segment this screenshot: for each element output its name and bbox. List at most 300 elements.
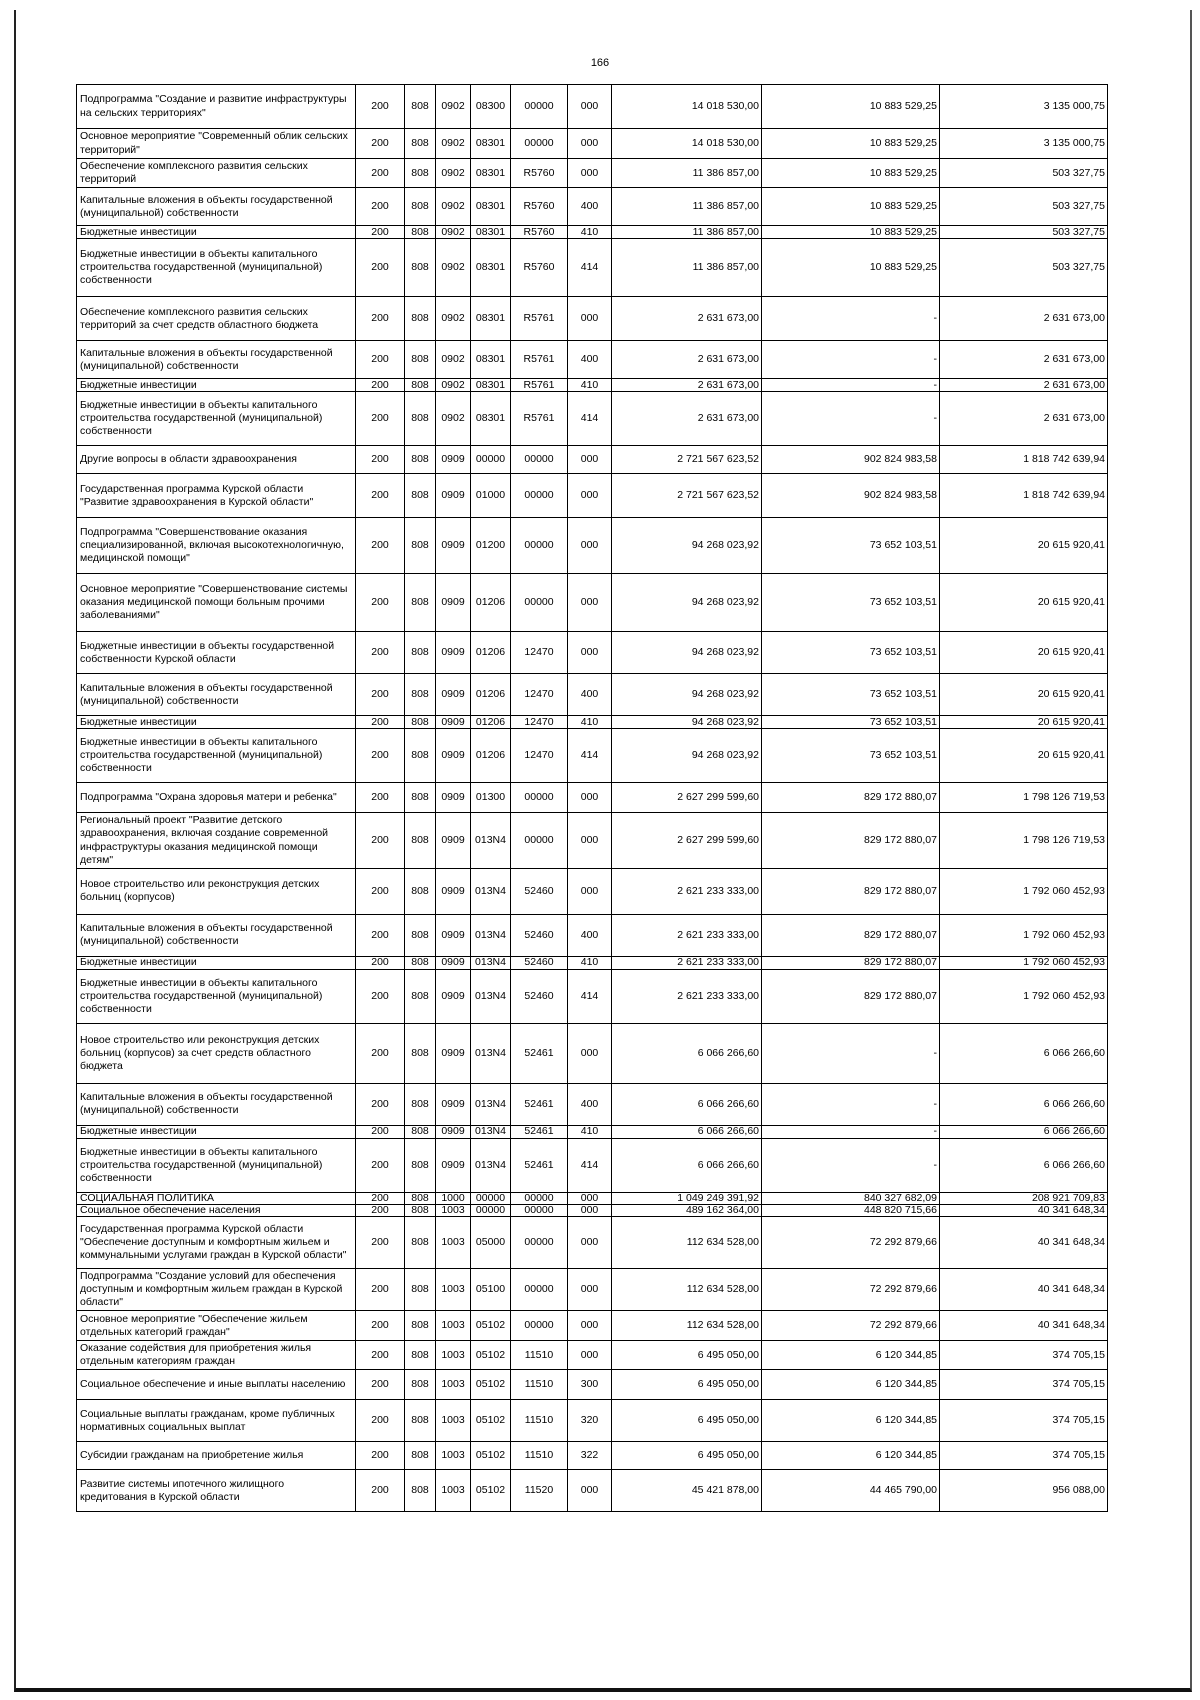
amount-remaining: 1 818 742 639,94	[940, 446, 1108, 474]
code-expense-type: 000	[568, 574, 612, 632]
amount-plan: 11 386 857,00	[612, 188, 762, 226]
amount-executed: 829 172 880,07	[762, 813, 940, 869]
row-name: Бюджетные инвестиции	[77, 1125, 356, 1138]
code-admin: 200	[356, 159, 405, 188]
amount-executed: -	[762, 392, 940, 446]
amount-plan: 489 162 364,00	[612, 1204, 762, 1216]
amount-plan: 14 018 530,00	[612, 129, 762, 159]
code-direction: 52460	[511, 956, 568, 969]
amount-executed: -	[762, 1138, 940, 1192]
code-admin: 200	[356, 297, 405, 341]
table-row	[77, 716, 1108, 729]
row-name: Подпрограмма "Создание условий для обеспечения доступным и комфортным жильем граждан в Курской области"	[77, 1268, 356, 1310]
code-expense-type: 000	[568, 632, 612, 674]
table-row	[77, 1400, 1108, 1442]
amount-remaining: 20 615 920,41	[940, 716, 1108, 729]
code-program: 00000	[471, 1204, 511, 1216]
amount-executed: 73 652 103,51	[762, 729, 940, 783]
code-section: 0902	[436, 392, 471, 446]
code-program: 01000	[471, 474, 511, 518]
code-ministry: 808	[405, 1370, 436, 1400]
code-expense-type: 300	[568, 1370, 612, 1400]
amount-remaining: 40 341 648,34	[940, 1268, 1108, 1310]
code-expense-type: 000	[568, 1192, 612, 1204]
table-row	[77, 1204, 1108, 1216]
code-program: 01300	[471, 783, 511, 813]
budget-table	[76, 84, 1108, 1512]
amount-remaining: 20 615 920,41	[940, 632, 1108, 674]
code-expense-type: 000	[568, 518, 612, 574]
amount-remaining: 2 631 673,00	[940, 297, 1108, 341]
code-admin: 200	[356, 1216, 405, 1268]
code-expense-type: 000	[568, 783, 612, 813]
code-ministry: 808	[405, 716, 436, 729]
row-name: Развитие системы ипотечного жилищного кредитования в Курской области	[77, 1470, 356, 1512]
amount-remaining: 503 327,75	[940, 188, 1108, 226]
code-program: 013N4	[471, 1138, 511, 1192]
code-expense-type: 410	[568, 1125, 612, 1138]
code-ministry: 808	[405, 85, 436, 129]
amount-plan: 2 621 233 333,00	[612, 956, 762, 969]
code-program: 05000	[471, 1216, 511, 1268]
amount-plan: 112 634 528,00	[612, 1311, 762, 1341]
code-admin: 200	[356, 188, 405, 226]
code-direction: 11510	[511, 1370, 568, 1400]
code-section: 0902	[436, 226, 471, 239]
code-ministry: 808	[405, 129, 436, 159]
code-section: 0909	[436, 914, 471, 956]
code-direction: 00000	[511, 574, 568, 632]
table-row	[77, 518, 1108, 574]
table-row	[77, 956, 1108, 969]
code-ministry: 808	[405, 574, 436, 632]
code-direction: 52461	[511, 1125, 568, 1138]
code-section: 0902	[436, 239, 471, 297]
amount-plan: 2 631 673,00	[612, 379, 762, 392]
amount-remaining: 20 615 920,41	[940, 674, 1108, 716]
amount-executed: 448 820 715,66	[762, 1204, 940, 1216]
amount-executed: -	[762, 297, 940, 341]
row-name: Социальное обеспечение населения	[77, 1204, 356, 1216]
code-admin: 200	[356, 868, 405, 914]
code-expense-type: 410	[568, 716, 612, 729]
code-section: 0909	[436, 674, 471, 716]
code-ministry: 808	[405, 518, 436, 574]
code-expense-type: 400	[568, 188, 612, 226]
code-direction: 52460	[511, 868, 568, 914]
table-row	[77, 297, 1108, 341]
code-admin: 200	[356, 341, 405, 379]
table-row	[77, 341, 1108, 379]
amount-plan: 2 621 233 333,00	[612, 868, 762, 914]
code-expense-type: 414	[568, 239, 612, 297]
code-program: 05100	[471, 1268, 511, 1310]
code-direction: 00000	[511, 1216, 568, 1268]
code-program: 05102	[471, 1442, 511, 1470]
row-name: Капитальные вложения в объекты государственной (муниципальной) собственности	[77, 914, 356, 956]
amount-remaining: 374 705,15	[940, 1370, 1108, 1400]
amount-plan: 2 627 299 599,60	[612, 813, 762, 869]
code-admin: 200	[356, 1192, 405, 1204]
code-expense-type: 400	[568, 674, 612, 716]
code-admin: 200	[356, 1341, 405, 1370]
code-ministry: 808	[405, 868, 436, 914]
amount-remaining: 208 921 709,83	[940, 1192, 1108, 1204]
table-row	[77, 674, 1108, 716]
code-program: 08300	[471, 85, 511, 129]
row-name: Государственная программа Курской области "Обеспечение доступным и комфортным жильем и коммунальными услугами граждан в Курской области"	[77, 1216, 356, 1268]
amount-remaining: 2 631 673,00	[940, 341, 1108, 379]
code-section: 0909	[436, 868, 471, 914]
amount-executed: 73 652 103,51	[762, 518, 940, 574]
code-program: 08301	[471, 392, 511, 446]
amount-remaining: 1 792 060 452,93	[940, 914, 1108, 956]
amount-remaining: 1 798 126 719,53	[940, 783, 1108, 813]
amount-executed: 829 172 880,07	[762, 969, 940, 1023]
code-section: 0902	[436, 341, 471, 379]
amount-remaining: 40 341 648,34	[940, 1311, 1108, 1341]
table-row	[77, 392, 1108, 446]
table-row	[77, 1311, 1108, 1341]
row-name: Государственная программа Курской области "Развитие здравоохранения в Курской области"	[77, 474, 356, 518]
code-expense-type: 000	[568, 1341, 612, 1370]
code-direction: 00000	[511, 813, 568, 869]
amount-executed: 902 824 983,58	[762, 446, 940, 474]
code-expense-type: 000	[568, 868, 612, 914]
code-direction: 11510	[511, 1341, 568, 1370]
code-admin: 200	[356, 969, 405, 1023]
table-row	[77, 129, 1108, 159]
table-row	[77, 1138, 1108, 1192]
code-section: 0909	[436, 446, 471, 474]
amount-plan: 2 631 673,00	[612, 297, 762, 341]
code-admin: 200	[356, 1138, 405, 1192]
amount-plan: 11 386 857,00	[612, 239, 762, 297]
amount-remaining: 1 792 060 452,93	[940, 969, 1108, 1023]
code-ministry: 808	[405, 392, 436, 446]
amount-remaining: 3 135 000,75	[940, 129, 1108, 159]
code-program: 013N4	[471, 956, 511, 969]
code-admin: 200	[356, 716, 405, 729]
code-program: 01206	[471, 716, 511, 729]
amount-plan: 2 721 567 623,52	[612, 474, 762, 518]
amount-executed: 6 120 344,85	[762, 1341, 940, 1370]
row-name: Оказание содействия для приобретения жилья отдельным категориям граждан	[77, 1341, 356, 1370]
amount-executed: 10 883 529,25	[762, 239, 940, 297]
amount-executed: 10 883 529,25	[762, 226, 940, 239]
table-row	[77, 1216, 1108, 1268]
code-section: 1003	[436, 1204, 471, 1216]
code-ministry: 808	[405, 1083, 436, 1125]
code-admin: 200	[356, 1400, 405, 1442]
code-ministry: 808	[405, 1341, 436, 1370]
code-section: 0909	[436, 969, 471, 1023]
code-ministry: 808	[405, 1125, 436, 1138]
amount-plan: 94 268 023,92	[612, 574, 762, 632]
amount-remaining: 3 135 000,75	[940, 85, 1108, 129]
code-section: 0909	[436, 1083, 471, 1125]
code-direction: 00000	[511, 1204, 568, 1216]
amount-executed: 829 172 880,07	[762, 868, 940, 914]
amount-executed: -	[762, 1023, 940, 1083]
code-expense-type: 414	[568, 729, 612, 783]
amount-executed: 10 883 529,25	[762, 159, 940, 188]
code-direction: 00000	[511, 129, 568, 159]
code-expense-type: 000	[568, 474, 612, 518]
amount-plan: 2 631 673,00	[612, 341, 762, 379]
code-ministry: 808	[405, 632, 436, 674]
code-direction: 00000	[511, 85, 568, 129]
page-number: 166	[590, 57, 610, 69]
code-direction: 11510	[511, 1442, 568, 1470]
code-section: 0909	[436, 956, 471, 969]
code-admin: 200	[356, 1311, 405, 1341]
code-direction: 12470	[511, 674, 568, 716]
amount-plan: 6 066 266,60	[612, 1083, 762, 1125]
code-admin: 200	[356, 632, 405, 674]
code-ministry: 808	[405, 226, 436, 239]
code-expense-type: 414	[568, 969, 612, 1023]
code-expense-type: 000	[568, 813, 612, 869]
amount-executed: -	[762, 1125, 940, 1138]
amount-remaining: 20 615 920,41	[940, 574, 1108, 632]
code-section: 0909	[436, 1023, 471, 1083]
code-expense-type: 400	[568, 1083, 612, 1125]
code-direction: 11520	[511, 1470, 568, 1512]
amount-remaining: 1 798 126 719,53	[940, 813, 1108, 869]
code-program: 01206	[471, 632, 511, 674]
row-name: Бюджетные инвестиции в объекты капитального строительства государственной (муниципальной) собственности	[77, 729, 356, 783]
code-direction: R5760	[511, 159, 568, 188]
code-direction: 12470	[511, 716, 568, 729]
code-admin: 200	[356, 518, 405, 574]
code-expense-type: 000	[568, 1311, 612, 1341]
table-row	[77, 1470, 1108, 1512]
table-row	[77, 1442, 1108, 1470]
code-ministry: 808	[405, 297, 436, 341]
row-name: Бюджетные инвестиции в объекты капитального строительства государственной (муниципальной) собственности	[77, 969, 356, 1023]
code-ministry: 808	[405, 379, 436, 392]
code-program: 08301	[471, 341, 511, 379]
table-row	[77, 474, 1108, 518]
code-ministry: 808	[405, 956, 436, 969]
code-expense-type: 000	[568, 1470, 612, 1512]
code-ministry: 808	[405, 1216, 436, 1268]
amount-executed: 829 172 880,07	[762, 956, 940, 969]
table-row	[77, 729, 1108, 783]
code-admin: 200	[356, 85, 405, 129]
code-expense-type: 000	[568, 1023, 612, 1083]
row-name: Подпрограмма "Охрана здоровья матери и ребенка"	[77, 783, 356, 813]
code-program: 013N4	[471, 969, 511, 1023]
code-ministry: 808	[405, 188, 436, 226]
row-name: Обеспечение комплексного развития сельских территорий за счет средств областного бюджета	[77, 297, 356, 341]
code-direction: 00000	[511, 446, 568, 474]
amount-plan: 6 495 050,00	[612, 1370, 762, 1400]
row-name: Капитальные вложения в объекты государственной (муниципальной) собственности	[77, 341, 356, 379]
amount-executed: 6 120 344,85	[762, 1442, 940, 1470]
code-direction: R5761	[511, 341, 568, 379]
code-section: 1003	[436, 1370, 471, 1400]
code-ministry: 808	[405, 159, 436, 188]
code-expense-type: 000	[568, 129, 612, 159]
code-ministry: 808	[405, 1442, 436, 1470]
code-expense-type: 320	[568, 1400, 612, 1442]
code-admin: 200	[356, 1023, 405, 1083]
code-expense-type: 000	[568, 1268, 612, 1310]
code-admin: 200	[356, 474, 405, 518]
code-section: 0909	[436, 632, 471, 674]
amount-remaining: 956 088,00	[940, 1470, 1108, 1512]
amount-remaining: 1 792 060 452,93	[940, 868, 1108, 914]
code-direction: 52461	[511, 1083, 568, 1125]
amount-executed: 73 652 103,51	[762, 632, 940, 674]
amount-plan: 6 066 266,60	[612, 1138, 762, 1192]
row-name: Бюджетные инвестиции в объекты капитального строительства государственной (муниципальной) собственности	[77, 392, 356, 446]
code-section: 1003	[436, 1470, 471, 1512]
code-admin: 200	[356, 1370, 405, 1400]
code-program: 013N4	[471, 1125, 511, 1138]
amount-executed: 10 883 529,25	[762, 85, 940, 129]
code-direction: 00000	[511, 1268, 568, 1310]
code-section: 0909	[436, 716, 471, 729]
row-name: Бюджетные инвестиции в объекты государственной собственности Курской области	[77, 632, 356, 674]
code-ministry: 808	[405, 783, 436, 813]
code-direction: 52461	[511, 1023, 568, 1083]
code-expense-type: 410	[568, 226, 612, 239]
code-ministry: 808	[405, 914, 436, 956]
amount-plan: 2 627 299 599,60	[612, 783, 762, 813]
amount-executed: -	[762, 1083, 940, 1125]
code-admin: 200	[356, 914, 405, 956]
code-admin: 200	[356, 729, 405, 783]
amount-executed: 73 652 103,51	[762, 716, 940, 729]
amount-executed: 902 824 983,58	[762, 474, 940, 518]
amount-executed: -	[762, 341, 940, 379]
code-direction: R5760	[511, 239, 568, 297]
amount-executed: 6 120 344,85	[762, 1370, 940, 1400]
row-name: Капитальные вложения в объекты государственной (муниципальной) собственности	[77, 674, 356, 716]
code-ministry: 808	[405, 474, 436, 518]
amount-executed: 44 465 790,00	[762, 1470, 940, 1512]
amount-remaining: 2 631 673,00	[940, 379, 1108, 392]
amount-plan: 2 721 567 623,52	[612, 446, 762, 474]
code-section: 1003	[436, 1442, 471, 1470]
code-program: 00000	[471, 1192, 511, 1204]
row-name: Социальное обеспечение и иные выплаты населению	[77, 1370, 356, 1400]
row-name: Подпрограмма "Совершенствование оказания специализированной, включая высокотехнологичную, медицинской помощи"	[77, 518, 356, 574]
code-section: 1000	[436, 1192, 471, 1204]
row-name: Бюджетные инвестиции	[77, 379, 356, 392]
amount-plan: 112 634 528,00	[612, 1268, 762, 1310]
code-admin: 200	[356, 1083, 405, 1125]
code-expense-type: 322	[568, 1442, 612, 1470]
amount-plan: 6 495 050,00	[612, 1442, 762, 1470]
amount-executed: 10 883 529,25	[762, 188, 940, 226]
code-direction: 00000	[511, 474, 568, 518]
table-row	[77, 632, 1108, 674]
amount-executed: 73 652 103,51	[762, 574, 940, 632]
amount-plan: 6 066 266,60	[612, 1023, 762, 1083]
amount-remaining: 2 631 673,00	[940, 392, 1108, 446]
amount-executed: 829 172 880,07	[762, 783, 940, 813]
table-row	[77, 574, 1108, 632]
code-expense-type: 414	[568, 392, 612, 446]
amount-executed: 829 172 880,07	[762, 914, 940, 956]
code-program: 01206	[471, 729, 511, 783]
code-admin: 200	[356, 813, 405, 869]
code-section: 0909	[436, 729, 471, 783]
amount-remaining: 1 818 742 639,94	[940, 474, 1108, 518]
code-direction: 00000	[511, 1311, 568, 1341]
code-section: 0909	[436, 474, 471, 518]
code-program: 013N4	[471, 1023, 511, 1083]
amount-plan: 1 049 249 391,92	[612, 1192, 762, 1204]
code-expense-type: 400	[568, 341, 612, 379]
row-name: Новое строительство или реконструкция детских больниц (корпусов)	[77, 868, 356, 914]
code-program: 08301	[471, 188, 511, 226]
code-program: 05102	[471, 1341, 511, 1370]
row-name: Капитальные вложения в объекты государственной (муниципальной) собственности	[77, 188, 356, 226]
code-ministry: 808	[405, 1400, 436, 1442]
amount-executed: 72 292 879,66	[762, 1311, 940, 1341]
row-name: Бюджетные инвестиции в объекты капитального строительства государственной (муниципальной) собственности	[77, 1138, 356, 1192]
row-name: Субсидии гражданам на приобретение жилья	[77, 1442, 356, 1470]
amount-remaining: 6 066 266,60	[940, 1023, 1108, 1083]
code-program: 08301	[471, 226, 511, 239]
table-row	[77, 969, 1108, 1023]
table-row	[77, 783, 1108, 813]
amount-remaining: 40 341 648,34	[940, 1204, 1108, 1216]
amount-plan: 2 621 233 333,00	[612, 969, 762, 1023]
row-name: Бюджетные инвестиции	[77, 226, 356, 239]
amount-plan: 94 268 023,92	[612, 729, 762, 783]
amount-plan: 11 386 857,00	[612, 226, 762, 239]
code-program: 01206	[471, 574, 511, 632]
row-name: Бюджетные инвестиции	[77, 716, 356, 729]
code-section: 0902	[436, 297, 471, 341]
table-row	[77, 1268, 1108, 1310]
code-admin: 200	[356, 1470, 405, 1512]
row-name: Основное мероприятие "Обеспечение жильем отдельных категорий граждан"	[77, 1311, 356, 1341]
amount-plan: 94 268 023,92	[612, 632, 762, 674]
code-section: 0909	[436, 518, 471, 574]
amount-remaining: 20 615 920,41	[940, 729, 1108, 783]
amount-plan: 6 495 050,00	[612, 1400, 762, 1442]
amount-plan: 11 386 857,00	[612, 159, 762, 188]
table-row	[77, 868, 1108, 914]
code-program: 05102	[471, 1470, 511, 1512]
code-direction: 52461	[511, 1138, 568, 1192]
amount-plan: 2 621 233 333,00	[612, 914, 762, 956]
code-section: 0909	[436, 813, 471, 869]
code-expense-type: 000	[568, 446, 612, 474]
code-direction: 52460	[511, 969, 568, 1023]
row-name: Капитальные вложения в объекты государственной (муниципальной) собственности	[77, 1083, 356, 1125]
amount-plan: 2 631 673,00	[612, 392, 762, 446]
code-direction: 00000	[511, 518, 568, 574]
code-section: 1003	[436, 1311, 471, 1341]
code-program: 05102	[471, 1311, 511, 1341]
code-ministry: 808	[405, 729, 436, 783]
code-direction: 52460	[511, 914, 568, 956]
amount-remaining: 503 327,75	[940, 239, 1108, 297]
code-section: 1003	[436, 1341, 471, 1370]
code-ministry: 808	[405, 1204, 436, 1216]
amount-plan: 94 268 023,92	[612, 716, 762, 729]
code-expense-type: 410	[568, 956, 612, 969]
code-direction: R5761	[511, 297, 568, 341]
